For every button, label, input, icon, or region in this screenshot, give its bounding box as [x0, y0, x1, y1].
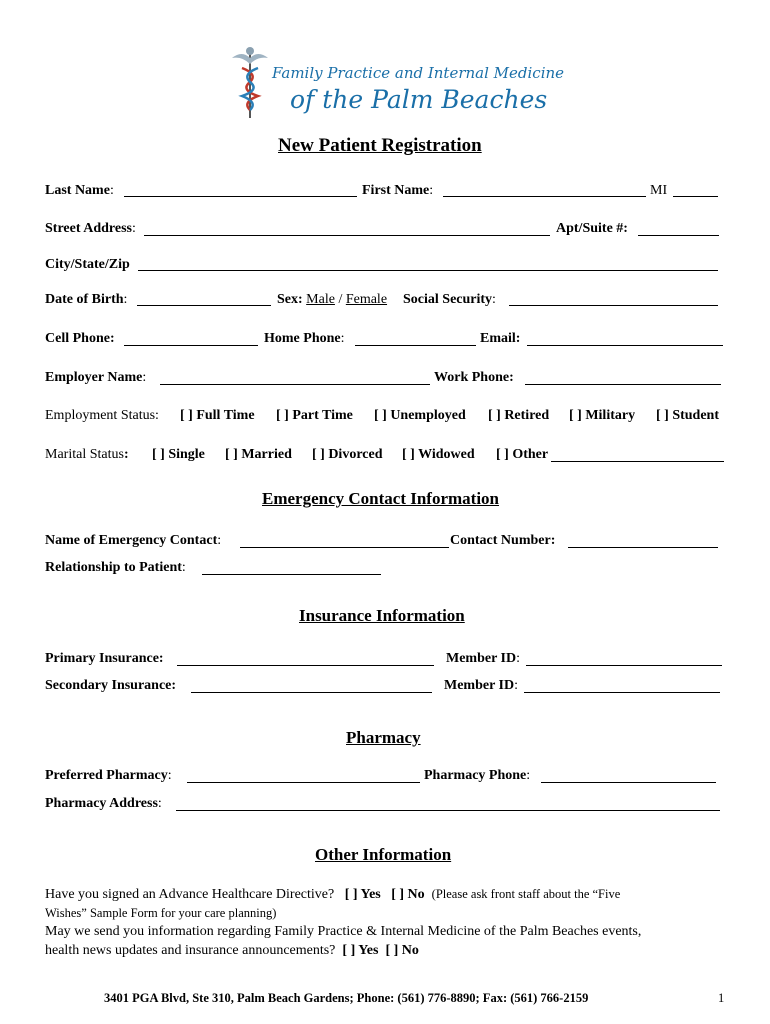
events-question-line-2: health news updates and insurance announcements? [ ] Yes [ ] No — [45, 943, 419, 958]
relationship-label: Relationship to Patient: — [45, 560, 186, 575]
employer-field[interactable] — [160, 384, 430, 385]
directive-question: Have you signed an Advance Healthcare Directive? [ ] Yes [ ] No (Please ask front staff about the “Five — [45, 887, 621, 902]
pharmacy-address-field[interactable] — [176, 810, 720, 811]
directive-yes-option[interactable]: [ ] Yes — [344, 887, 381, 902]
work-phone-field[interactable] — [525, 384, 721, 385]
primary-insurance-field[interactable] — [177, 665, 434, 666]
contact-number-field[interactable] — [568, 547, 718, 548]
employer-label: Employer Name: — [45, 370, 147, 385]
ssn-label: Social Security: — [403, 292, 496, 307]
directive-no-option[interactable]: [ ] No — [391, 887, 425, 902]
page-number: 1 — [718, 991, 725, 1005]
employment-status-label: Employment Status: — [45, 408, 159, 423]
sex-option-female[interactable]: Female — [345, 292, 388, 307]
preferred-pharmacy-label: Preferred Pharmacy: — [45, 768, 172, 783]
employment-option-retired[interactable]: [ ] Retired — [488, 408, 550, 423]
employment-option-unemployed[interactable]: [ ] Unemployed — [374, 408, 466, 423]
preferred-pharmacy-field[interactable] — [187, 782, 420, 783]
mi-label: MI — [650, 183, 668, 198]
cell-phone-label: Cell Phone: — [45, 331, 115, 346]
home-phone-field[interactable] — [355, 345, 476, 346]
insurance-heading: Insurance Information — [299, 606, 465, 625]
emergency-heading: Emergency Contact Information — [262, 489, 500, 508]
events-yes-option[interactable]: [ ] Yes — [342, 943, 379, 958]
other-info-heading: Other Information — [315, 845, 452, 864]
emergency-name-label: Name of Emergency Contact: — [45, 533, 222, 548]
sex-label: Sex: — [277, 292, 303, 307]
primary-member-id-field[interactable] — [526, 665, 722, 666]
contact-number-label: Contact Number: — [450, 533, 556, 548]
ssn-field[interactable] — [509, 305, 718, 306]
events-question-line-1: May we send you information regarding Family Practice & Internal Medicine of the Palm Beaches events, — [45, 924, 642, 939]
directive-note: Wishes” Sample Form for your care planning) — [45, 906, 277, 920]
page-title: New Patient Registration — [278, 135, 482, 156]
pharmacy-phone-label: Pharmacy Phone: — [424, 768, 531, 783]
marital-option-other[interactable]: [ ] Other — [496, 447, 549, 462]
primary-member-id-label: Member ID: — [446, 651, 520, 666]
last-name-label: Last Name: — [45, 183, 114, 198]
secondary-member-id-field[interactable] — [524, 692, 720, 693]
logo-line-2: of the Palm Beaches — [290, 85, 548, 114]
marital-option-married[interactable]: [ ] Married — [225, 447, 292, 462]
sex-field: Sex: Male / Female — [277, 292, 388, 307]
marital-other-field[interactable] — [551, 461, 724, 462]
street-field[interactable] — [144, 235, 550, 236]
apt-label: Apt/Suite #: — [556, 221, 628, 236]
pharmacy-heading: Pharmacy — [346, 728, 421, 747]
apt-field[interactable] — [638, 235, 719, 236]
sex-option-male[interactable]: Male — [306, 292, 335, 307]
relationship-field[interactable] — [202, 574, 381, 575]
first-name-label: First Name: — [362, 183, 434, 198]
employment-option-student[interactable]: [ ] Student — [656, 408, 720, 423]
employment-option-military[interactable]: [ ] Military — [569, 408, 636, 423]
home-phone-label: Home Phone: — [264, 331, 345, 346]
marital-option-single[interactable]: [ ] Single — [152, 447, 205, 462]
secondary-member-id-label: Member ID: — [444, 678, 518, 693]
pharmacy-address-label: Pharmacy Address: — [45, 796, 162, 811]
email-label: Email: — [480, 331, 521, 346]
pharmacy-phone-field[interactable] — [541, 782, 716, 783]
marital-status-label: Marital Status: — [45, 447, 129, 462]
last-name-field[interactable] — [124, 196, 357, 197]
street-label: Street Address: — [45, 221, 136, 236]
cell-phone-field[interactable] — [124, 345, 258, 346]
email-field[interactable] — [527, 345, 723, 346]
dob-field[interactable] — [137, 305, 271, 306]
employment-option-part-time[interactable]: [ ] Part Time — [276, 408, 353, 423]
city-field[interactable] — [138, 270, 718, 271]
caduceus-icon — [228, 44, 272, 120]
mi-field[interactable] — [673, 196, 718, 197]
primary-insurance-label: Primary Insurance: — [45, 651, 164, 666]
marital-option-widowed[interactable]: [ ] Widowed — [402, 447, 475, 462]
events-no-option[interactable]: [ ] No — [385, 943, 419, 958]
city-label: City/State/Zip — [45, 257, 130, 272]
emergency-name-field[interactable] — [240, 547, 449, 548]
employment-option-full-time[interactable]: [ ] Full Time — [180, 408, 255, 423]
marital-option-divorced[interactable]: [ ] Divorced — [312, 447, 383, 462]
secondary-insurance-field[interactable] — [191, 692, 432, 693]
footer-address: 3401 PGA Blvd, Ste 310, Palm Beach Gardens; Phone: (561) 776-8890; Fax: (561) 766-2159 — [104, 991, 589, 1005]
first-name-field[interactable] — [443, 196, 646, 197]
secondary-insurance-label: Secondary Insurance: — [45, 678, 177, 693]
work-phone-label: Work Phone: — [434, 370, 514, 385]
logo-line-1: Family Practice and Internal Medicine — [272, 64, 565, 82]
dob-label: Date of Birth: — [45, 292, 128, 307]
